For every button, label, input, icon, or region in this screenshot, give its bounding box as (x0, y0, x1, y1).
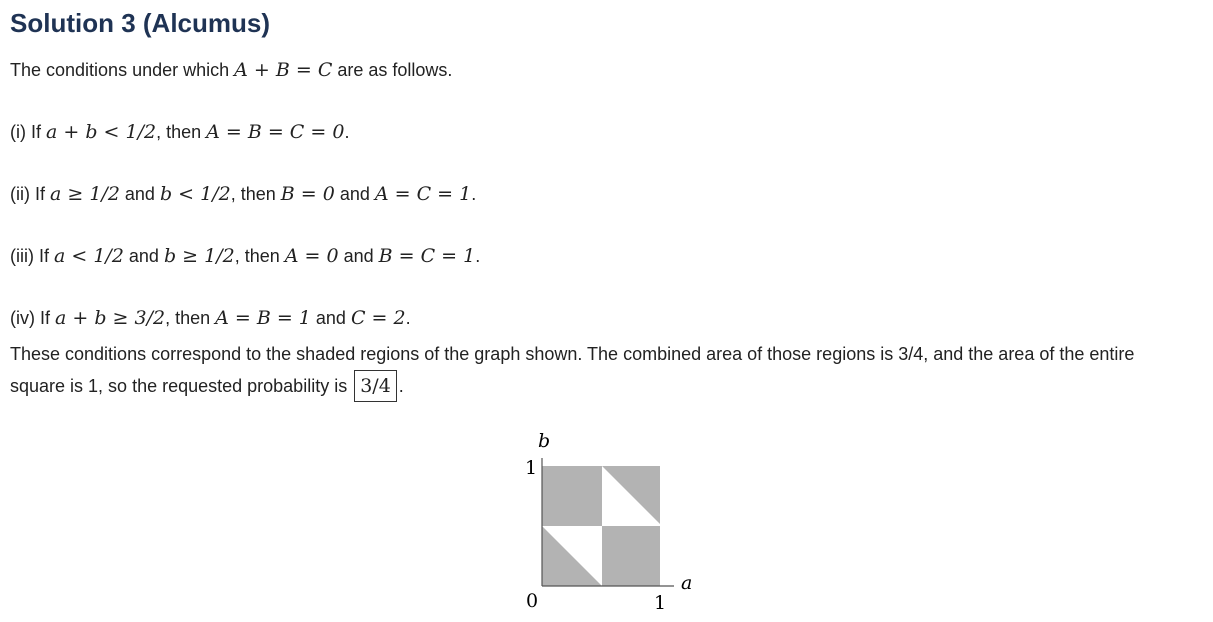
condition-text: . (344, 122, 350, 142)
condition-text: . (405, 308, 411, 328)
condition-text: , then (156, 122, 207, 142)
condition-text: . (475, 246, 481, 266)
shaded-region-bottom-right (602, 526, 660, 586)
condition-prefix: (iii) If (10, 246, 54, 266)
condition-prefix: (ii) If (10, 184, 50, 204)
condition-math: a < 1/2 (54, 245, 124, 267)
condition-text: , then (234, 246, 285, 266)
intro-tail: are as follows. (332, 60, 453, 80)
condition-math: a ≥ 1/2 (50, 183, 120, 205)
condition-text: , then (230, 184, 281, 204)
condition-text: and (119, 184, 160, 204)
condition-text: and (310, 308, 351, 328)
solution-heading: Solution 3 (Alcumus) (10, 8, 270, 38)
intro-math: A + B = C (234, 59, 333, 81)
b-axis-label: b (538, 430, 551, 452)
x-tick-one: 1 (654, 592, 667, 614)
a-axis-label: a (681, 572, 693, 594)
intro-line (10, 58, 452, 82)
condition-2 (10, 182, 476, 206)
condition-math: B = C = 1 (378, 245, 476, 267)
condition-math: a + b ≥ 3/2 (55, 307, 166, 329)
condition-math: b < 1/2 (159, 183, 231, 205)
origin-label: 0 (526, 590, 539, 612)
y-tick-one: 1 (525, 457, 538, 479)
condition-1 (10, 120, 349, 144)
condition-3 (10, 244, 480, 268)
shaded-region-top-right-triangle (602, 466, 660, 524)
condition-text: and (334, 184, 375, 204)
conclusion-line-2 (10, 370, 404, 402)
condition-math: A = 0 (284, 245, 339, 267)
condition-4 (10, 306, 411, 330)
shaded-region-top-left (542, 466, 602, 526)
condition-math: A = B = 1 (215, 307, 311, 329)
condition-math: B = 0 (280, 183, 335, 205)
condition-text: , then (165, 308, 216, 328)
conclusion-end: . (398, 376, 404, 396)
conclusion-line-1: These conditions correspond to the shaded regions of the graph shown. The combined area of those regions is 3/4, and the area of the entire (10, 344, 1135, 364)
condition-math: C = 2 (350, 307, 406, 329)
probability-graph (500, 420, 720, 620)
answer-box: 3/4 (354, 370, 397, 402)
conclusion-text: square is 1, so the requested probability is (10, 376, 353, 396)
condition-text: and (338, 246, 379, 266)
condition-math: a + b < 1/2 (46, 121, 157, 143)
condition-prefix: (i) If (10, 122, 46, 142)
condition-math: A = B = C = 0 (206, 121, 345, 143)
condition-text: . (471, 184, 477, 204)
condition-math: b ≥ 1/2 (163, 245, 235, 267)
condition-text: and (123, 246, 164, 266)
condition-math: A = C = 1 (374, 183, 472, 205)
shaded-region-bottom-left-triangle (542, 526, 602, 586)
intro-text: The conditions under which (10, 60, 235, 80)
condition-prefix: (iv) If (10, 308, 55, 328)
